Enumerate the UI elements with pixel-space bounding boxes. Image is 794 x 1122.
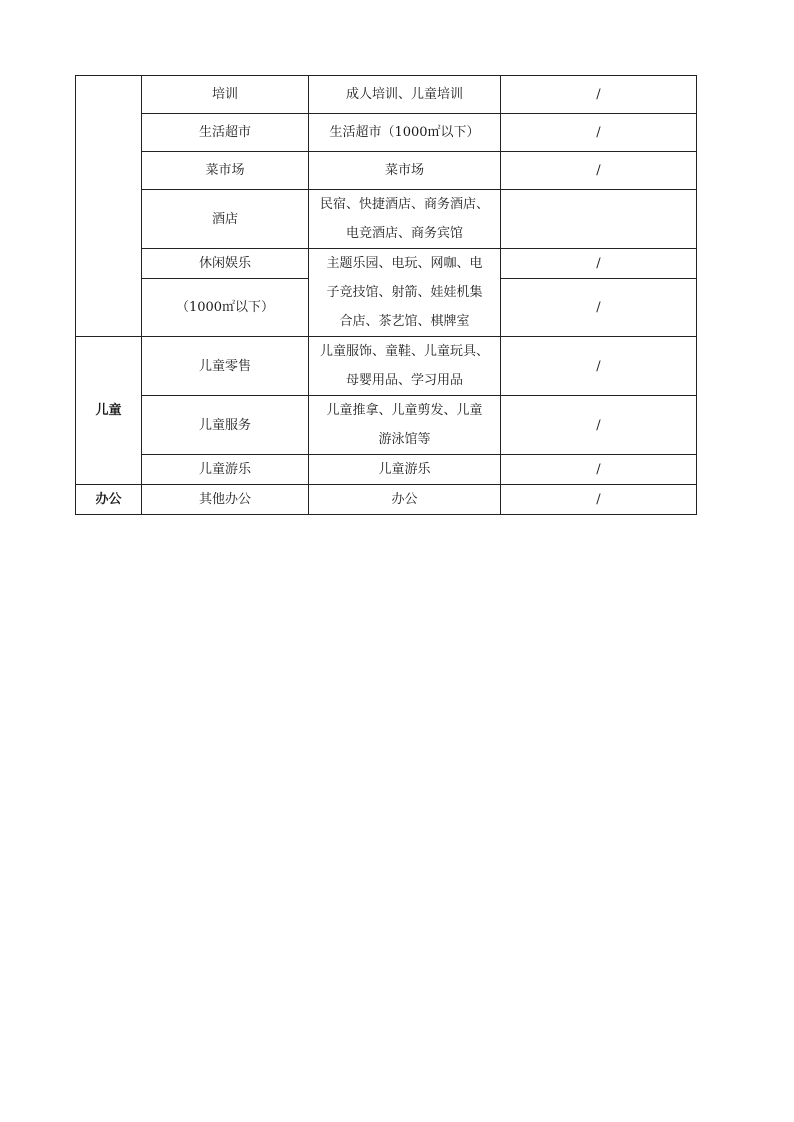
details-line: 子竞技馆、射箭、娃娃机集	[326, 285, 483, 300]
details-line: 儿童推拿、儿童剪发、儿童	[326, 403, 483, 418]
details-line: 儿童服饰、童鞋、儿童玩具、	[319, 344, 489, 359]
details-cell	[309, 190, 501, 249]
category-cell-blank	[76, 76, 142, 337]
subcategory-cell: 儿童游乐	[142, 455, 309, 485]
subcategory-cell: （1000㎡以下）	[142, 279, 309, 337]
details-line: 生活超市（1000㎡以下）	[329, 125, 480, 140]
table-row	[76, 455, 697, 485]
subcategory-cell: 培训	[142, 76, 309, 114]
note-cell: /	[501, 114, 697, 152]
details-line: 合店、茶艺馆、棋牌室	[339, 314, 470, 329]
note-cell: /	[501, 337, 697, 396]
table-row	[76, 76, 697, 114]
table-row	[76, 396, 697, 455]
details-line: 民宿、快捷酒店、商务酒店、	[319, 197, 489, 212]
details-line: 母婴用品、学习用品	[345, 373, 463, 388]
note-cell: /	[501, 455, 697, 485]
category-cell-office: 办公	[76, 485, 142, 515]
table-row	[76, 249, 697, 279]
table-row	[76, 337, 697, 396]
note-cell: /	[501, 485, 697, 515]
details-line: 菜市场	[384, 163, 424, 178]
table-row	[76, 114, 697, 152]
details-cell	[309, 76, 501, 114]
subcategory-cell: 休闲娱乐	[142, 249, 309, 279]
note-cell: /	[501, 152, 697, 190]
details-line: 成人培训、儿童培训	[345, 87, 463, 102]
note-cell: /	[501, 279, 697, 337]
details-line: 游泳馆等	[378, 432, 431, 447]
details-cell	[309, 455, 501, 485]
table-row	[76, 190, 697, 249]
subcategory-cell: 儿童零售	[142, 337, 309, 396]
details-line: 办公	[391, 492, 418, 507]
details-cell-leisure	[309, 249, 501, 337]
subcategory-cell: 酒店	[142, 190, 309, 249]
note-cell: /	[501, 249, 697, 279]
table-row	[76, 485, 697, 515]
note-cell: /	[501, 76, 697, 114]
details-line: 主题乐园、电玩、网咖、电	[326, 256, 483, 271]
table-row	[76, 152, 697, 190]
business-type-table	[75, 75, 697, 515]
subcategory-cell: 儿童服务	[142, 396, 309, 455]
details-cell	[309, 485, 501, 515]
category-cell-children: 儿童	[76, 337, 142, 485]
details-cell	[309, 152, 501, 190]
details-line: 儿童游乐	[378, 462, 431, 477]
details-cell	[309, 396, 501, 455]
details-cell	[309, 114, 501, 152]
subcategory-cell: 生活超市	[142, 114, 309, 152]
subcategory-cell: 其他办公	[142, 485, 309, 515]
note-cell: /	[501, 396, 697, 455]
note-cell	[501, 190, 697, 249]
details-line: 电竞酒店、商务宾馆	[345, 226, 463, 241]
details-cell	[309, 337, 501, 396]
subcategory-cell: 菜市场	[142, 152, 309, 190]
